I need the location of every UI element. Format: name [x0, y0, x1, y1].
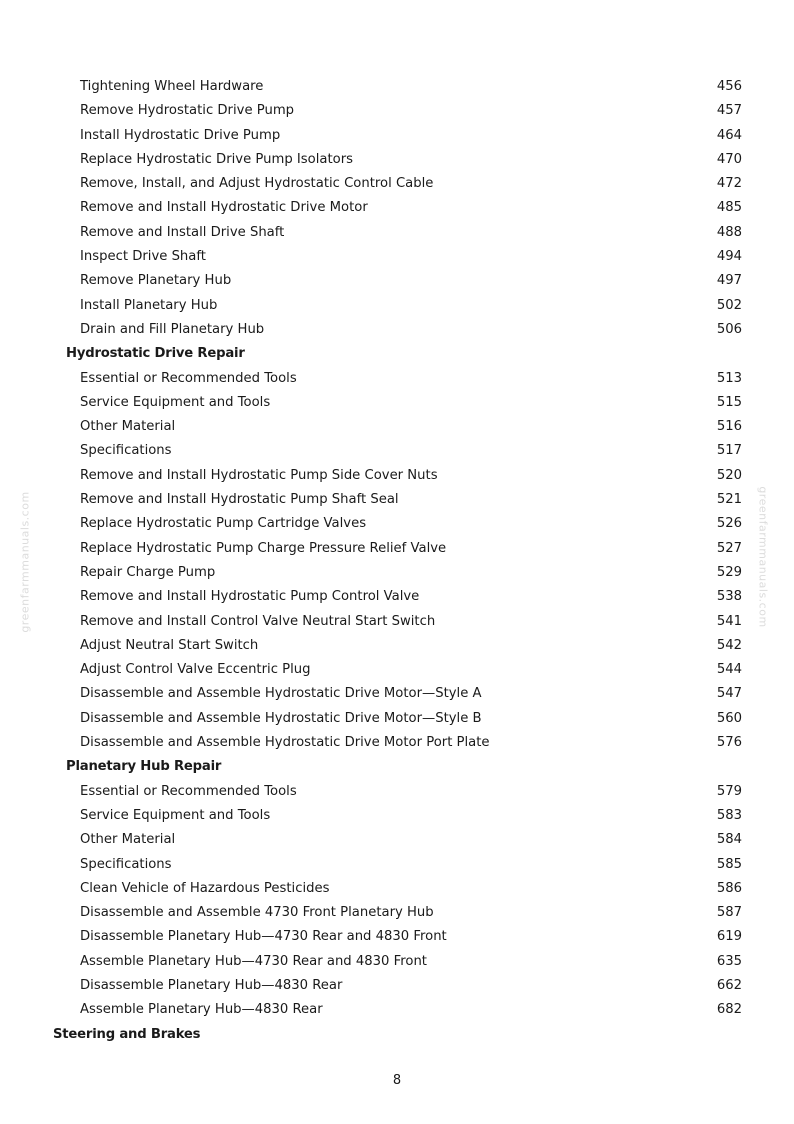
toc-entry-page: 506: [716, 321, 742, 337]
toc-entry-title: Remove Hydrostatic Drive Pump: [80, 103, 295, 119]
toc-entry-title: Service Equipment and Tools: [80, 807, 271, 823]
table-of-contents: [0, 75, 794, 1047]
toc-entry-page: 464: [716, 127, 742, 143]
toc-entry-page: 488: [716, 224, 742, 240]
toc-entry-page: 584: [716, 832, 742, 848]
toc-entry[interactable]: [0, 780, 794, 804]
toc-entry-page: 619: [716, 929, 742, 945]
toc-entry-title: Assemble Planetary Hub—4830 Rear: [80, 1002, 323, 1018]
toc-entry-page: 560: [716, 710, 742, 726]
toc-entry-title: Replace Hydrostatic Pump Cartridge Valves: [80, 516, 367, 532]
toc-entry[interactable]: [0, 148, 794, 172]
toc-entry-title: Steering and Brakes: [53, 1026, 201, 1042]
toc-entry-page: 541: [716, 613, 742, 629]
toc-entry[interactable]: [0, 245, 794, 269]
toc-entry-page: 544: [716, 662, 742, 678]
toc-entry[interactable]: [0, 950, 794, 974]
toc-entry-title: Disassemble and Assemble 4730 Front Planetary Hub: [80, 905, 434, 921]
toc-entry-page: 494: [716, 249, 742, 265]
toc-entry-title: Other Material: [80, 419, 176, 435]
toc-entry-page: 526: [716, 516, 742, 532]
toc-entry-page: 457: [716, 103, 742, 119]
toc-entry-page: 472: [716, 176, 742, 192]
toc-entry-page: 515: [716, 394, 742, 410]
toc-section-heading[interactable]: [0, 755, 794, 779]
toc-entry-title: Hydrostatic Drive Repair: [66, 346, 245, 362]
toc-entry[interactable]: [0, 901, 794, 925]
toc-entry-title: Disassemble and Assemble Hydrostatic Drive Motor—Style A: [80, 686, 482, 702]
toc-entry-title: Specifications: [80, 443, 172, 459]
toc-entry-page: 579: [716, 783, 742, 799]
toc-entry-title: Remove and Install Hydrostatic Pump Control Valve: [80, 589, 420, 605]
toc-entry-page: 497: [716, 273, 742, 289]
toc-section-heading[interactable]: [0, 1023, 794, 1047]
toc-entry-title: Clean Vehicle of Hazardous Pesticides: [80, 880, 330, 896]
toc-entry-page: 587: [716, 905, 742, 921]
toc-entry-title: Tightening Wheel Hardware: [80, 79, 264, 94]
toc-entry-page: 516: [716, 419, 742, 435]
toc-section-heading[interactable]: [0, 342, 794, 366]
toc-entry[interactable]: [0, 464, 794, 488]
toc-entry-title: Replace Hydrostatic Drive Pump Isolators: [80, 151, 353, 167]
toc-entry[interactable]: [0, 172, 794, 196]
toc-entry-title: Disassemble Planetary Hub—4830 Rear: [80, 977, 343, 993]
toc-entry[interactable]: [0, 561, 794, 585]
toc-entry-title: Disassemble and Assemble Hydrostatic Drive Motor—Style B: [80, 710, 482, 726]
toc-entry-page: 538: [716, 589, 742, 605]
toc-entry[interactable]: [0, 124, 794, 148]
toc-entry[interactable]: [0, 682, 794, 706]
toc-entry[interactable]: [0, 998, 794, 1022]
toc-entry[interactable]: [0, 707, 794, 731]
toc-entry-title: Other Material: [80, 832, 176, 848]
toc-entry[interactable]: [0, 391, 794, 415]
toc-entry-title: Remove and Install Hydrostatic Pump Side Cover Nuts: [80, 467, 438, 483]
toc-entry-title: Remove and Install Drive Shaft: [80, 224, 285, 240]
toc-entry[interactable]: [0, 488, 794, 512]
toc-entry-page: 547: [716, 686, 742, 702]
toc-entry[interactable]: [0, 804, 794, 828]
toc-entry[interactable]: [0, 634, 794, 658]
toc-entry[interactable]: [0, 828, 794, 852]
toc-entry-title: Assemble Planetary Hub—4730 Rear and 4830 Front: [80, 953, 427, 969]
toc-entry-page: 542: [716, 637, 742, 653]
toc-entry[interactable]: [0, 877, 794, 901]
toc-entry-title: Repair Charge Pump: [80, 564, 216, 580]
toc-entry-title: Replace Hydrostatic Pump Charge Pressure Relief Valve: [80, 540, 447, 556]
toc-entry-page: 682: [716, 1002, 742, 1018]
toc-entry-title: Remove and Install Hydrostatic Pump Shaft Seal: [80, 492, 399, 508]
watermark-left: greenfarmmanuals.com: [18, 491, 32, 633]
toc-entry-title: Planetary Hub Repair: [66, 759, 222, 775]
toc-entry-page: 585: [716, 856, 742, 872]
toc-entry-title: Inspect Drive Shaft: [80, 249, 206, 265]
toc-entry[interactable]: [0, 925, 794, 949]
watermark-right: greenfarmmanuals.com: [756, 486, 770, 628]
toc-entry-page: 521: [716, 492, 742, 508]
toc-entry[interactable]: [0, 415, 794, 439]
toc-entry-title: Disassemble Planetary Hub—4730 Rear and 4830 Front: [80, 929, 447, 945]
toc-entry-title: Specifications: [80, 856, 172, 872]
toc-entry[interactable]: [0, 269, 794, 293]
toc-entry[interactable]: [0, 294, 794, 318]
toc-entry[interactable]: [0, 731, 794, 755]
toc-entry-title: Adjust Neutral Start Switch: [80, 637, 259, 653]
toc-entry[interactable]: [0, 367, 794, 391]
toc-entry-title: Essential or Recommended Tools: [80, 783, 297, 799]
toc-entry-title: Remove, Install, and Adjust Hydrostatic Control Cable: [80, 176, 434, 192]
toc-entry-title: Drain and Fill Planetary Hub: [80, 321, 265, 337]
toc-entry[interactable]: [0, 196, 794, 220]
toc-entry-page: 529: [716, 564, 742, 580]
toc-entry[interactable]: [0, 318, 794, 342]
toc-entry-title: Disassemble and Assemble Hydrostatic Drive Motor Port Plate: [80, 735, 490, 751]
toc-entry[interactable]: [0, 221, 794, 245]
toc-entry[interactable]: [0, 853, 794, 877]
toc-entry[interactable]: [0, 585, 794, 609]
toc-entry-page: 662: [716, 977, 742, 993]
toc-entry-page: 485: [716, 200, 742, 216]
toc-entry-title: Essential or Recommended Tools: [80, 370, 297, 386]
toc-entry-title: Remove and Install Hydrostatic Drive Motor: [80, 200, 368, 216]
toc-entry-title: Install Planetary Hub: [80, 297, 218, 313]
page-number: 8: [392, 1073, 402, 1088]
toc-entry[interactable]: [0, 537, 794, 561]
toc-entry-page: 527: [716, 540, 742, 556]
toc-entry-page: 470: [716, 151, 742, 167]
toc-entry[interactable]: [0, 75, 794, 99]
toc-entry[interactable]: [0, 658, 794, 682]
toc-entry-page: 576: [716, 735, 742, 751]
toc-entry-title: Remove Planetary Hub: [80, 273, 232, 289]
toc-entry-page: 456: [716, 79, 742, 94]
toc-entry[interactable]: [0, 610, 794, 634]
toc-entry-page: 635: [716, 953, 742, 969]
toc-entry-title: Remove and Install Control Valve Neutral Start Switch: [80, 613, 436, 629]
toc-entry-page: 586: [716, 880, 742, 896]
toc-entry[interactable]: [0, 512, 794, 536]
toc-entry-title: Adjust Control Valve Eccentric Plug: [80, 662, 311, 678]
toc-entry-title: Service Equipment and Tools: [80, 394, 271, 410]
toc-entry[interactable]: [0, 99, 794, 123]
toc-entry-page: 513: [716, 370, 742, 386]
toc-entry-page: 502: [716, 297, 742, 313]
toc-entry-title: Install Hydrostatic Drive Pump: [80, 127, 281, 143]
toc-entry[interactable]: [0, 439, 794, 463]
toc-entry-page: 520: [716, 467, 742, 483]
toc-entry-page: 517: [716, 443, 742, 459]
toc-entry[interactable]: [0, 974, 794, 998]
toc-entry-page: 583: [716, 807, 742, 823]
